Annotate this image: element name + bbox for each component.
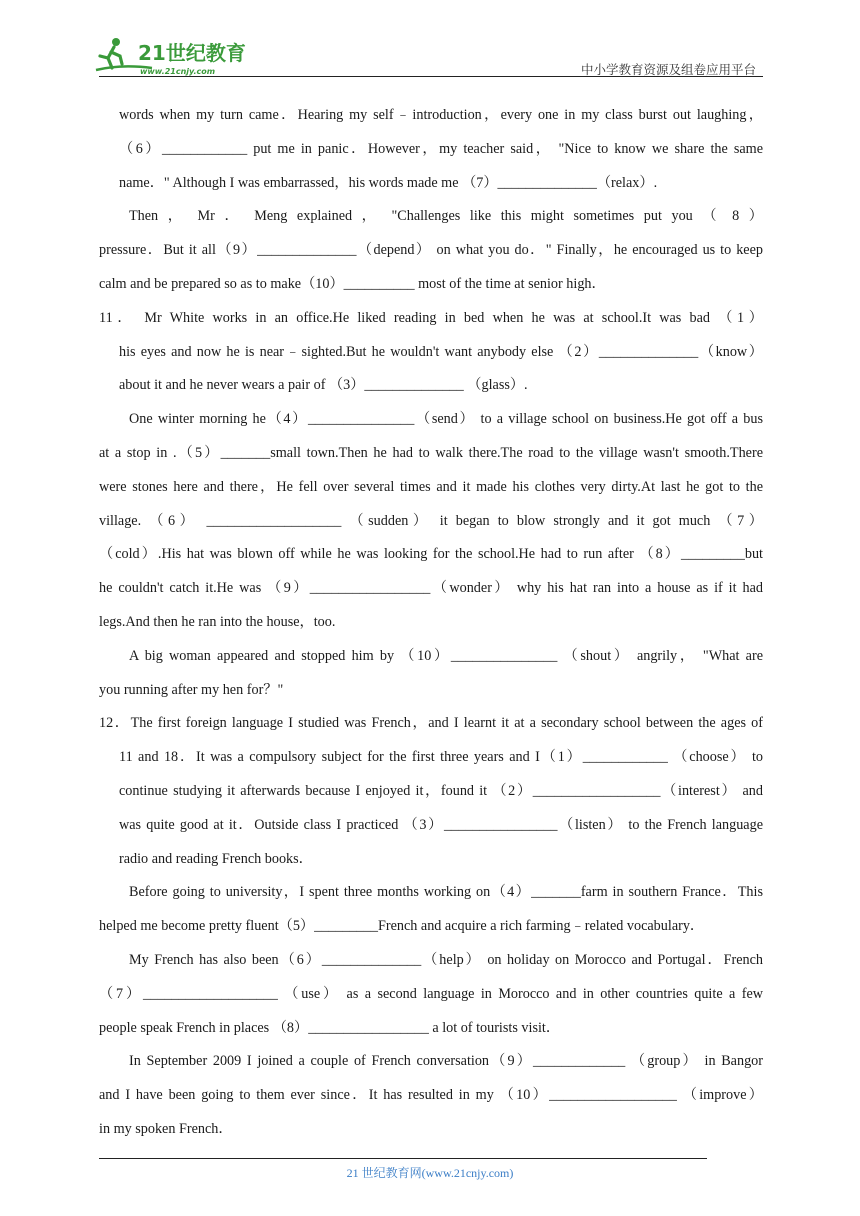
text-line: 11 and 18．It was a compulsory subject for the first three years and I（1）____________ （choose） to <box>119 749 763 766</box>
text-line: One winter morning he（4）_______________（send） to a village school on business.He got off a bus <box>129 411 763 428</box>
text-line: radio and reading French books． <box>119 850 313 867</box>
text-line: his eyes and now he is near﹣sighted.But he wouldn't want anybody else （2）______________（know） <box>119 343 763 360</box>
logo-text: 21世纪教育 <box>138 41 246 65</box>
text-line: （cold）.His hat was blown off while he was looking for the school.He had to run after （8）_________but <box>99 546 763 563</box>
header-divider <box>99 76 763 77</box>
logo-url: www.21cnjy.com <box>140 67 216 76</box>
text-line: he couldn't catch it.He was （9）_________________（wonder） why his hat ran into a house as if it had <box>99 580 763 597</box>
text-line: in my spoken French． <box>99 1120 233 1137</box>
text-line: continue studying it afterwards because I enjoyed it，found it （2）__________________（interest） and <box>119 782 763 799</box>
text-line: Before going to university，I spent three months working on（4）_______farm in southern France．This <box>129 884 763 901</box>
text-line: was quite good at it．Outside class I practiced （3）________________（listen） to the French language <box>119 816 763 833</box>
footer-link[interactable]: 21 世纪教育网(www.21cnjy.com) <box>346 1166 514 1180</box>
text-line: at a stop in .（5）_______small town.Then he had to walk there.The road to the village wasn't smooth.There <box>99 444 763 461</box>
text-line: people speak French in places （8）_________________ a lot of tourists visit． <box>99 1019 561 1036</box>
text-line: you running after my hen for？" <box>99 681 284 698</box>
question-12-start: 12．The first foreign language I studied was French，and I learnt it at a secondary school between the ages of <box>99 715 763 732</box>
platform-name: 中小学教育资源及组卷应用平台 <box>580 62 756 77</box>
text-line: A big woman appeared and stopped him by （10）_______________ （shout） angrily， "What are <box>129 647 763 664</box>
text-line: In September 2009 I joined a couple of French conversation（9）_____________ （group） in Bangor <box>129 1053 763 1070</box>
text-line: village. （6） ___________________ （sudden） it began to blow strongly and it got much （7） <box>99 512 763 529</box>
text-line: about it and he never wears a pair of （3）______________ （glass）. <box>119 377 528 394</box>
text-line: My French has also been（6）______________（help） on holiday on Morocco and Portugal．French <box>129 951 763 968</box>
text-line: calm and be prepared so as to make（10）__________ most of the time at senior high． <box>99 275 606 292</box>
question-11-start: 11． Mr White works in an office.He liked reading in bed when he was at school.It was bad （1） <box>99 309 763 326</box>
footer-divider <box>99 1158 707 1159</box>
text-line: name．" Although I was embarrassed，his words made me （7）______________（relax）. <box>119 174 658 191</box>
text-line: legs.And then he ran into the house，too. <box>99 613 336 630</box>
text-line: words when my turn came．Hearing my self﹣introduction，every one in my class burst out laughing， <box>119 107 763 123</box>
text-line: （7）___________________ （use） as a second language in Morocco and in other countries quite a few <box>99 985 763 1002</box>
text-line: were stones here and there，He fell over several times and it made his clothes very dirty.At last he got to the <box>99 478 763 495</box>
text-line: helped me become pretty fluent（5）_________French and acquire a rich farming﹣related vocabulary． <box>99 918 705 935</box>
text-line: pressure．But it all（9）______________（depend） on what you do．" Finally，he encouraged us to keep <box>99 242 763 259</box>
text-line: Then ， Mr ． Meng explained ， "Challenges like this might sometimes put you （ 8 ） <box>129 208 763 225</box>
text-line: and I have been going to them ever since．It has resulted in my （10）__________________ （improve） <box>99 1087 763 1104</box>
exercise-text <box>99 99 763 1147</box>
page-header <box>0 0 860 80</box>
logo-21cnjy <box>92 34 262 78</box>
text-line: （6）____________ put me in panic．However，my teacher said， "Nice to know we share the same <box>119 140 763 157</box>
